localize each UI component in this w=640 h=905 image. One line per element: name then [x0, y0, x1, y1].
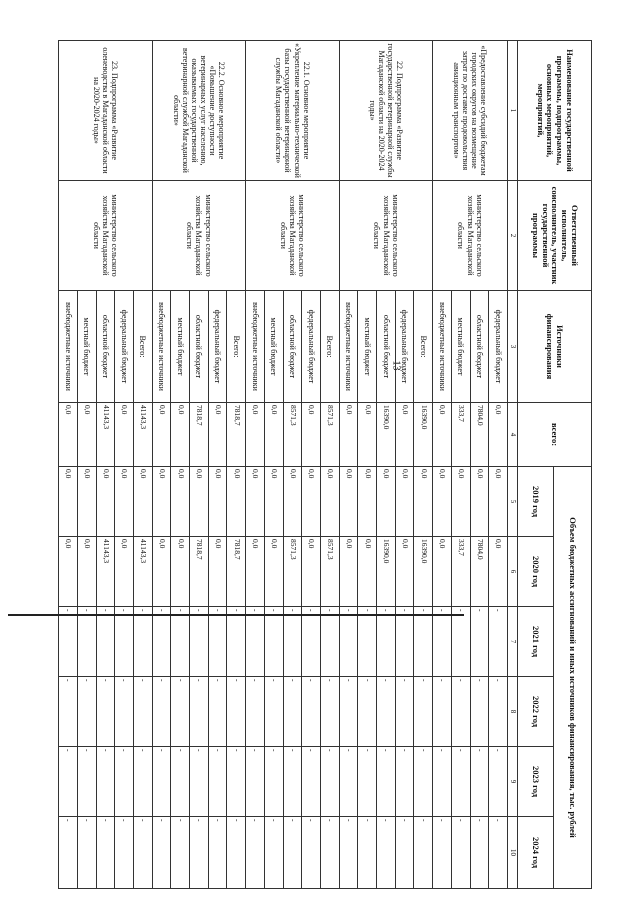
year-value-cell: -: [59, 677, 78, 747]
header-year: 2021 год: [518, 607, 554, 677]
program-name-cell: «Предоставление субсидий бюджетам городских округов на возмещение затрат по доставке продовольствия авиационным транспортом»: [433, 41, 508, 181]
year-value-cell: -: [133, 817, 152, 889]
year-value-cell: -: [133, 607, 152, 677]
year-value-cell: 0,0: [171, 467, 190, 537]
col-number: 2: [508, 181, 518, 291]
year-value-cell: -: [302, 747, 321, 817]
year-value-cell: 0,0: [339, 467, 358, 537]
source-cell: местный бюджет: [171, 291, 190, 403]
total-cell: 0,0: [208, 403, 227, 467]
year-value-cell: 0,0: [283, 467, 302, 537]
source-cell: федеральный бюджет: [208, 291, 227, 403]
year-value-cell: -: [489, 677, 508, 747]
col-number: 9: [508, 747, 518, 817]
source-cell: местный бюджет: [451, 291, 470, 403]
col-number: 4: [508, 403, 518, 467]
year-value-cell: 0,0: [358, 467, 377, 537]
year-value-cell: -: [133, 747, 152, 817]
year-value-cell: 0,0: [115, 537, 134, 607]
source-cell: Всего:: [227, 291, 246, 403]
total-cell: 7804,0: [470, 403, 489, 467]
table-row: [414, 41, 433, 889]
total-cell: 0,0: [59, 403, 78, 467]
total-cell: 41143,3: [96, 403, 115, 467]
year-value-cell: 0,0: [190, 467, 209, 537]
year-value-cell: -: [470, 607, 489, 677]
year-value-cell: -: [339, 607, 358, 677]
year-value-cell: 0,0: [395, 467, 414, 537]
total-cell: 0,0: [302, 403, 321, 467]
year-value-cell: -: [227, 747, 246, 817]
header-total: всего:: [518, 403, 592, 467]
col-number: 5: [508, 467, 518, 537]
source-cell: местный бюджет: [358, 291, 377, 403]
executor-cell: министерство сельского хозяйства Магаданской области: [433, 181, 508, 291]
year-value-cell: -: [395, 817, 414, 889]
year-value-cell: 0,0: [302, 467, 321, 537]
year-value-cell: -: [489, 607, 508, 677]
year-value-cell: -: [246, 817, 265, 889]
year-value-cell: 0,0: [264, 537, 283, 607]
year-value-cell: -: [77, 607, 96, 677]
table-row: [489, 41, 508, 889]
header-executor: Ответственный исполнитель, соисполнитель, участник государственной программы: [518, 181, 592, 291]
year-value-cell: -: [96, 607, 115, 677]
year-value-cell: -: [264, 747, 283, 817]
year-value-cell: -: [320, 677, 339, 747]
source-cell: внебюджетные источники: [433, 291, 452, 403]
year-value-cell: -: [208, 747, 227, 817]
total-cell: 0,0: [489, 403, 508, 467]
year-value-cell: -: [414, 817, 433, 889]
year-value-cell: -: [395, 677, 414, 747]
year-value-cell: 0,0: [377, 467, 396, 537]
total-cell: 0,0: [115, 403, 134, 467]
col-number: 3: [508, 291, 518, 403]
year-value-cell: -: [433, 817, 452, 889]
year-value-cell: -: [470, 677, 489, 747]
year-value-cell: -: [339, 817, 358, 889]
year-value-cell: 0,0: [451, 467, 470, 537]
year-value-cell: -: [115, 817, 134, 889]
year-value-cell: -: [171, 817, 190, 889]
total-cell: 0,0: [358, 403, 377, 467]
source-cell: федеральный бюджет: [395, 291, 414, 403]
header-year: 2023 год: [518, 747, 554, 817]
year-value-cell: -: [264, 677, 283, 747]
year-value-cell: 0,0: [339, 537, 358, 607]
year-value-cell: -: [246, 677, 265, 747]
year-value-cell: -: [59, 607, 78, 677]
header-group: Объем бюджетных ассигнований и иных источников финансирования, тыс. рублей: [554, 467, 592, 889]
year-value-cell: 0,0: [395, 537, 414, 607]
table-row: [320, 41, 339, 889]
year-value-cell: -: [377, 677, 396, 747]
year-value-cell: -: [96, 677, 115, 747]
total-cell: 7818,7: [190, 403, 209, 467]
source-cell: Всего:: [133, 291, 152, 403]
year-value-cell: -: [246, 747, 265, 817]
year-value-cell: -: [77, 817, 96, 889]
source-cell: областной бюджет: [283, 291, 302, 403]
total-cell: 8571,3: [283, 403, 302, 467]
total-cell: 0,0: [152, 403, 171, 467]
year-value-cell: -: [152, 677, 171, 747]
year-value-cell: 7804,0: [470, 537, 489, 607]
total-cell: 7818,7: [227, 403, 246, 467]
column-number-row: [508, 41, 518, 889]
budget-table-container: [58, 40, 592, 888]
year-value-cell: -: [171, 677, 190, 747]
year-value-cell: 16390,0: [414, 537, 433, 607]
year-value-cell: 0,0: [414, 467, 433, 537]
year-value-cell: -: [433, 677, 452, 747]
year-value-cell: 0,0: [433, 537, 452, 607]
year-value-cell: -: [451, 607, 470, 677]
source-cell: внебюджетные источники: [59, 291, 78, 403]
page-number: 13: [390, 360, 402, 371]
year-value-cell: -: [395, 607, 414, 677]
year-value-cell: -: [451, 677, 470, 747]
year-value-cell: 0,0: [96, 467, 115, 537]
year-value-cell: -: [339, 677, 358, 747]
year-value-cell: -: [171, 607, 190, 677]
year-value-cell: -: [227, 817, 246, 889]
year-value-cell: -: [227, 607, 246, 677]
source-cell: Всего:: [414, 291, 433, 403]
header-year: 2024 год: [518, 817, 554, 889]
program-name-cell: 22. Подпрограмма «Развитие государственной ветеринарной службы Магаданской области на 2020-2024 годы»: [339, 41, 433, 181]
col-number: 6: [508, 537, 518, 607]
year-value-cell: -: [264, 817, 283, 889]
executor-cell: министерство сельского хозяйства Магаданской области: [152, 181, 246, 291]
year-value-cell: 0,0: [264, 467, 283, 537]
total-cell: 0,0: [395, 403, 414, 467]
year-value-cell: 7818,7: [190, 537, 209, 607]
col-number: 10: [508, 817, 518, 889]
total-cell: 333,7: [451, 403, 470, 467]
year-value-cell: -: [470, 817, 489, 889]
year-value-cell: -: [208, 677, 227, 747]
year-value-cell: 8571,3: [320, 537, 339, 607]
year-value-cell: -: [208, 817, 227, 889]
total-cell: 0,0: [433, 403, 452, 467]
year-value-cell: -: [115, 747, 134, 817]
year-value-cell: -: [358, 677, 377, 747]
year-value-cell: -: [377, 747, 396, 817]
total-cell: 0,0: [264, 403, 283, 467]
year-value-cell: -: [302, 677, 321, 747]
budget-table-rotated: [58, 40, 592, 888]
year-value-cell: -: [451, 817, 470, 889]
year-value-cell: -: [489, 817, 508, 889]
year-value-cell: 0,0: [246, 537, 265, 607]
source-cell: местный бюджет: [264, 291, 283, 403]
year-value-cell: -: [115, 607, 134, 677]
year-value-cell: 0,0: [302, 537, 321, 607]
executor-cell: министерство сельского хозяйства Магаданской области: [339, 181, 433, 291]
year-value-cell: 333,7: [451, 537, 470, 607]
year-value-cell: -: [96, 817, 115, 889]
year-value-cell: -: [320, 607, 339, 677]
source-cell: внебюджетные источники: [339, 291, 358, 403]
year-value-cell: -: [302, 817, 321, 889]
year-value-cell: 0,0: [133, 467, 152, 537]
source-cell: областной бюджет: [470, 291, 489, 403]
year-value-cell: -: [451, 747, 470, 817]
executor-cell: министерство сельского хозяйства Магаданской области: [59, 181, 153, 291]
year-value-cell: 0,0: [77, 467, 96, 537]
year-value-cell: 41143,3: [96, 537, 115, 607]
year-value-cell: -: [433, 747, 452, 817]
table-header: [508, 41, 592, 889]
year-value-cell: -: [133, 677, 152, 747]
separator-line: [8, 614, 464, 616]
col-number: 8: [508, 677, 518, 747]
source-cell: областной бюджет: [377, 291, 396, 403]
year-value-cell: -: [152, 607, 171, 677]
year-value-cell: -: [395, 747, 414, 817]
year-value-cell: -: [489, 747, 508, 817]
budget-table: [58, 40, 592, 889]
year-value-cell: -: [152, 817, 171, 889]
year-value-cell: -: [190, 677, 209, 747]
table-row: [227, 41, 246, 889]
year-value-cell: 0,0: [208, 537, 227, 607]
year-value-cell: 0,0: [152, 467, 171, 537]
year-value-cell: 8571,3: [283, 537, 302, 607]
total-cell: 16390,0: [377, 403, 396, 467]
year-value-cell: -: [77, 747, 96, 817]
year-value-cell: -: [171, 747, 190, 817]
year-value-cell: -: [283, 817, 302, 889]
year-value-cell: -: [377, 607, 396, 677]
program-name-cell: 22.2. Основное мероприятие «Повышение доступности ветеринарных услуг населению, оказываемых государственной ветеринарной службой Магаданской области»: [152, 41, 246, 181]
col-number: 7: [508, 607, 518, 677]
year-value-cell: 0,0: [433, 467, 452, 537]
year-value-cell: -: [470, 747, 489, 817]
total-cell: 0,0: [171, 403, 190, 467]
source-cell: Всего:: [320, 291, 339, 403]
source-cell: областной бюджет: [96, 291, 115, 403]
year-value-cell: 0,0: [208, 467, 227, 537]
source-cell: федеральный бюджет: [302, 291, 321, 403]
header-name: Наименование государственной программы, подпрограммы, основных мероприятий, мероприятий,: [518, 41, 592, 181]
executor-cell: министерство сельского хозяйства Магаданской области: [246, 181, 340, 291]
year-value-cell: -: [358, 607, 377, 677]
year-value-cell: -: [96, 747, 115, 817]
table-body: [59, 41, 508, 889]
year-value-cell: 0,0: [246, 467, 265, 537]
year-value-cell: 0,0: [489, 467, 508, 537]
year-value-cell: 0,0: [59, 537, 78, 607]
year-value-cell: -: [414, 607, 433, 677]
source-cell: местный бюджет: [77, 291, 96, 403]
year-value-cell: -: [358, 747, 377, 817]
year-value-cell: -: [302, 607, 321, 677]
year-value-cell: -: [59, 817, 78, 889]
year-value-cell: -: [339, 747, 358, 817]
year-value-cell: -: [414, 677, 433, 747]
year-value-cell: -: [77, 677, 96, 747]
year-value-cell: 0,0: [171, 537, 190, 607]
year-value-cell: 0,0: [77, 537, 96, 607]
total-cell: 0,0: [339, 403, 358, 467]
total-cell: 8571,3: [320, 403, 339, 467]
year-value-cell: 0,0: [320, 467, 339, 537]
year-value-cell: -: [190, 607, 209, 677]
year-value-cell: -: [59, 747, 78, 817]
year-value-cell: 0,0: [115, 467, 134, 537]
year-value-cell: -: [246, 607, 265, 677]
year-value-cell: -: [377, 817, 396, 889]
year-value-cell: -: [320, 817, 339, 889]
total-cell: 0,0: [77, 403, 96, 467]
year-value-cell: -: [433, 607, 452, 677]
year-value-cell: -: [208, 607, 227, 677]
header-year: 2019 год: [518, 467, 554, 537]
year-value-cell: -: [264, 607, 283, 677]
total-cell: 0,0: [246, 403, 265, 467]
year-value-cell: -: [283, 677, 302, 747]
year-value-cell: 0,0: [59, 467, 78, 537]
source-cell: внебюджетные источники: [246, 291, 265, 403]
year-value-cell: 0,0: [152, 537, 171, 607]
year-value-cell: 0,0: [489, 537, 508, 607]
year-value-cell: -: [320, 747, 339, 817]
header-source: Источники финансирования: [518, 291, 592, 403]
year-value-cell: -: [283, 607, 302, 677]
year-value-cell: 0,0: [470, 467, 489, 537]
program-name-cell: 23. Подпрограмма «Развитие оленеводства в Магаданской области на 2020-2024 годы»: [59, 41, 153, 181]
table-row: [133, 41, 152, 889]
header-year: 2020 год: [518, 537, 554, 607]
col-number: 1: [508, 41, 518, 181]
header-year: 2022 год: [518, 677, 554, 747]
year-value-cell: -: [190, 817, 209, 889]
source-cell: областной бюджет: [190, 291, 209, 403]
source-cell: внебюджетные источники: [152, 291, 171, 403]
year-value-cell: -: [152, 747, 171, 817]
year-value-cell: -: [115, 677, 134, 747]
program-name-cell: 22.1. Основное мероприятие «Укрепление материально-технической базы государственной ветеринарной службы Магаданской области»: [246, 41, 340, 181]
source-cell: федеральный бюджет: [115, 291, 134, 403]
year-value-cell: 0,0: [227, 467, 246, 537]
year-value-cell: 0,0: [358, 537, 377, 607]
source-cell: федеральный бюджет: [489, 291, 508, 403]
year-value-cell: -: [358, 817, 377, 889]
year-value-cell: 41143,3: [133, 537, 152, 607]
year-value-cell: -: [414, 747, 433, 817]
year-value-cell: -: [283, 747, 302, 817]
year-value-cell: 16390,0: [377, 537, 396, 607]
total-cell: 16390,0: [414, 403, 433, 467]
total-cell: 41143,3: [133, 403, 152, 467]
year-value-cell: 7818,7: [227, 537, 246, 607]
year-value-cell: -: [190, 747, 209, 817]
year-value-cell: -: [227, 677, 246, 747]
